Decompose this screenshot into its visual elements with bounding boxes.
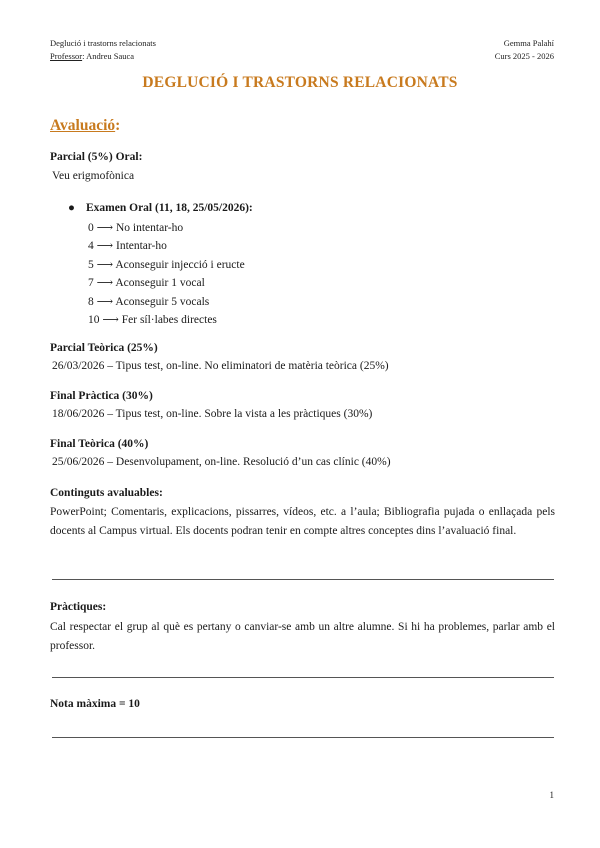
- document-title: DEGLUCIÓ I TRASTORNS RELACIONATS: [142, 74, 458, 91]
- header-author: Gemma Palahí: [503, 38, 554, 48]
- header-left: [50, 37, 156, 63]
- header-professor-label: Professor: [50, 51, 83, 61]
- divider: [52, 737, 554, 738]
- exam-oral-label: Examen Oral (11, 18, 25/05/2026):: [86, 202, 253, 214]
- header-right: [495, 37, 554, 63]
- header-professor-name: : Andreu Sauca: [82, 51, 135, 61]
- parcial-oral-text: Veu erigmofònica: [52, 170, 135, 182]
- scale-item: 0 ⟶ No intentar-ho: [88, 222, 184, 234]
- parcial-teorica-label: Parcial Teòrica (25%): [50, 342, 158, 354]
- page-number: 1: [549, 790, 554, 800]
- parcial-oral-label: Parcial (5%) Oral:: [50, 151, 143, 163]
- parcial-teorica-text: 26/03/2026 – Tipus test, on-line. No eliminatori de matèria teòrica (25%): [52, 360, 389, 372]
- bullet-icon: ●: [68, 202, 75, 214]
- final-teorica-text: 25/06/2026 – Desenvolupament, on-line. Resolució d’un cas clínic (40%): [52, 456, 391, 468]
- scale-item: 4 ⟶ Intentar-ho: [88, 240, 167, 253]
- final-teorica-label: Final Teòrica (40%): [50, 438, 149, 450]
- section-heading-colon: :: [115, 117, 121, 134]
- header-course-title: Deglució i trastorns relacionats: [50, 38, 156, 48]
- final-practica-text: 18/06/2026 – Tipus test, on-line. Sobre la vista a les pràctiques (30%): [52, 408, 373, 420]
- scale-item: 8 ⟶ Aconseguir 5 vocals: [88, 295, 210, 308]
- header-professor: [50, 50, 156, 63]
- practiques-label: Pràctiques:: [50, 601, 107, 613]
- continguts-text: PowerPoint; Comentaris, explicacions, pissarres, vídeos, etc. a l’aula; Bibliografia pujada o enllaçada pels docents al Campus virtual. Els docents podran tenir en compte altres conceptes dins l’avaluació final.: [50, 506, 555, 537]
- exam-oral-scale-list: [88, 219, 245, 329]
- section-heading-text: Avaluació: [50, 117, 116, 134]
- divider: [52, 579, 554, 580]
- exam-oral-bullet-item: [68, 202, 253, 214]
- scale-item: 10 ⟶ Fer síl·labes directes: [88, 313, 217, 326]
- final-practica-label: Final Pràctica (30%): [50, 390, 153, 402]
- divider: [52, 677, 554, 678]
- scale-item: 7 ⟶ Aconseguir 1 vocal: [88, 277, 205, 290]
- practiques-text: Cal respectar el grup al què es pertany o canviar-se amb un altre alumne. Si hi ha problemes, parlar amb el professor.: [50, 621, 555, 652]
- scale-item: 5 ⟶ Aconseguir injecció i eructe: [88, 258, 245, 271]
- section-heading: [50, 117, 120, 135]
- continguts-label: Continguts avaluables:: [50, 487, 163, 499]
- header-course-year: Curs 2025 - 2026: [494, 51, 554, 61]
- nota-maxima-label: Nota màxima = 10: [50, 698, 140, 710]
